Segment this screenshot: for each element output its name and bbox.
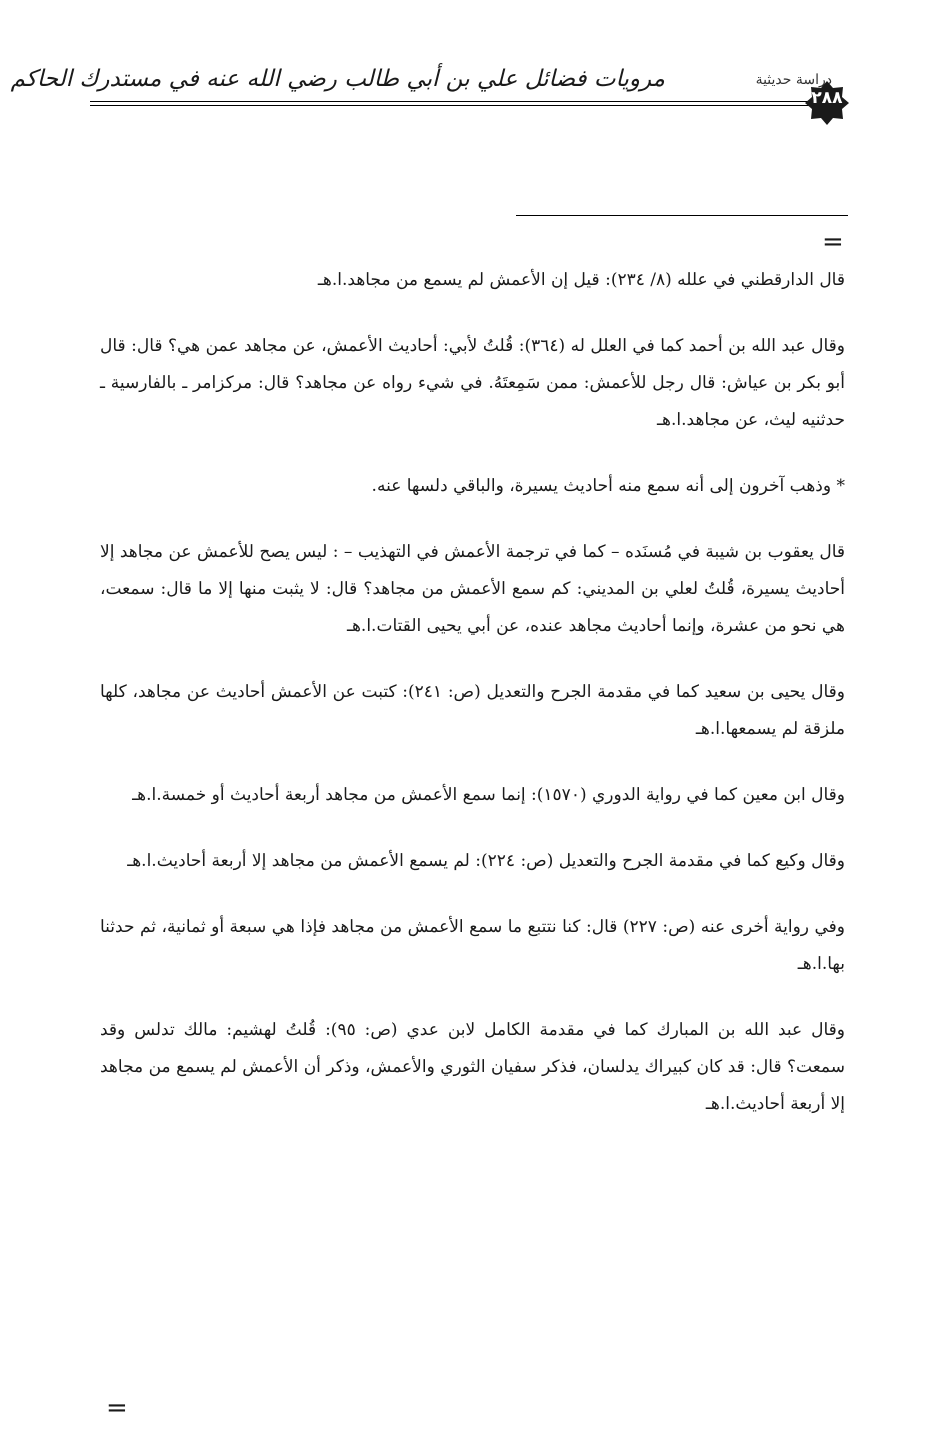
header-rule-inner xyxy=(90,105,810,106)
header-subtitle: دراسة حديثية xyxy=(755,72,832,88)
paragraph: وقال وكيع كما في مقدمة الجرح والتعديل (ص: ٢٢٤): لم يسمع الأعمش من مجاهد إلا أربعة أحاديث.ا.هـ xyxy=(127,851,845,871)
paragraph: وفي رواية أخرى عنه (ص: ٢٢٧) قال: كنا نتتبع ما سمع الأعمش من مجاهد فإذا هي سبعة أو ثمانية، ثم حدثنا بها.ا.هـ xyxy=(100,917,846,974)
paragraph: وقال يحيى بن سعيد كما في مقدمة الجرح والتعديل (ص: ٢٤١): كتبت عن الأعمش أحاديث عن مجاهد، كلها ملزقة لم يسمعها.ا.هـ xyxy=(100,682,845,739)
paragraph: وقال عبد الله بن المبارك كما في مقدمة الكامل لابن عدي (ص: ٩٥): قُلتُ لهشيم: مالك تدلس وقد سمعت؟ قال: قد كان كبيراك يدلسان، فذكر سفيان الثوري والأعمش، وذكر أن الأعمش لم يسمع من مجاهد إلا أربعة أحاديث.ا.هـ xyxy=(100,1020,845,1114)
paragraph: قال يعقوب بن شيبة في مُسنَده – كما في ترجمة الأعمش في التهذيب – : ليس يصح للأعمش عن مجاهد إلا أحاديث يسيرة، قُلتُ لعلي بن المديني: كم سمع الأعمش من مجاهد؟ قال: لا يثبت منها إلا ما قال: سمعت، هي نحو من عشرة، وإنما أحاديث مجاهد عنده، عن أبي يحيى القتات.ا.هـ xyxy=(100,542,845,636)
page-body xyxy=(100,262,845,1152)
paragraph: * وذهب آخرون إلى أنه سمع منه أحاديث يسيرة، والباقي دلسها عنه. xyxy=(371,476,845,496)
paragraph: وقال عبد الله بن أحمد كما في العلل له (٣٦٤): قُلتُ لأبي: أحاديث الأعمش، عن مجاهد عمن هي؟ قال: قال أبو بكر بن عياش: قال رجل للأعمش: ممن سَمِعتَهُ. في شيء رواه عن مجاهد؟ قال: مركزامر ـ بالفارسية ـ حدثنيه ليث، عن مجاهد.ا.هـ xyxy=(100,336,845,430)
paragraph: وقال ابن معين كما في رواية الدوري (١٥٧٠): إنما سمع الأعمش من مجاهد أربعة أحاديث أو خمسة.ا.هـ xyxy=(132,785,845,805)
continuation-mark-top: = xyxy=(822,227,844,257)
header-rule xyxy=(90,101,810,102)
running-header xyxy=(10,58,850,128)
paragraph: قال الدارقطني في علله (٨/ ٢٣٤): قيل إن الأعمش لم يسمع من مجاهد.ا.هـ xyxy=(317,270,845,290)
continuation-mark-bottom: = xyxy=(106,1393,128,1423)
header-title: مرويات فضائل علي بن أبي طالب رضي الله عنه في مستدرك الحاكم xyxy=(10,66,665,92)
footnote-rule xyxy=(516,215,848,216)
page-number: ٢٨٨ xyxy=(811,88,843,108)
